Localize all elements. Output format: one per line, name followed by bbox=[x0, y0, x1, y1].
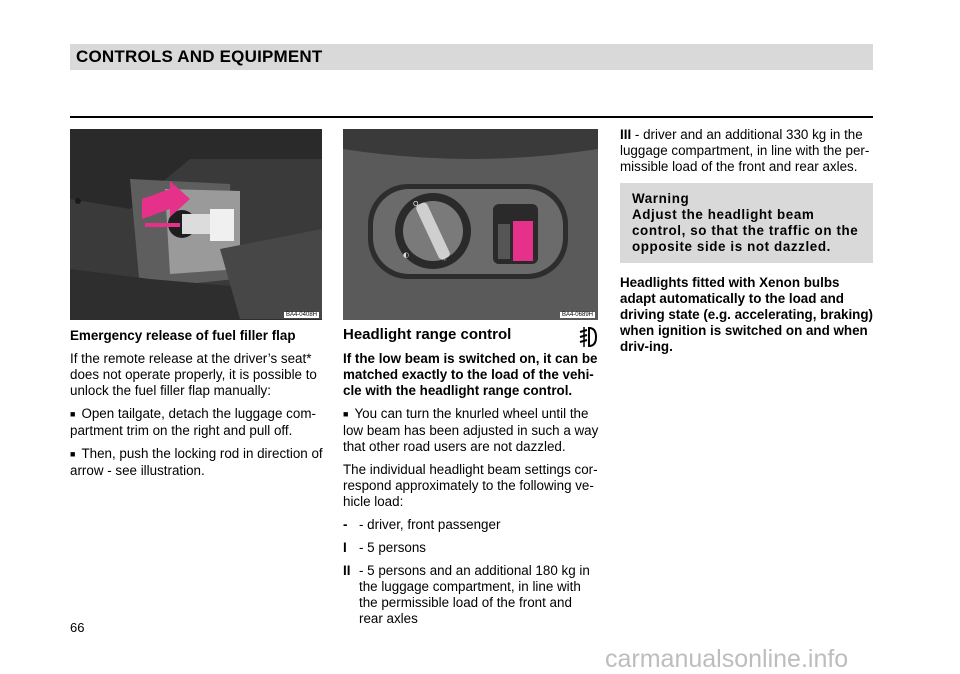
bullet-text: Then, push the locking rod in direction of arrow - see illustration. bbox=[70, 446, 323, 478]
light-switch-drawing bbox=[343, 129, 598, 320]
page-number: 66 bbox=[70, 620, 85, 635]
watermark: carmanualsonline.info bbox=[605, 645, 849, 673]
bullet-item bbox=[70, 446, 323, 479]
header-rule bbox=[70, 116, 873, 118]
warning-box bbox=[620, 183, 873, 263]
svg-text:☼: ☼ bbox=[441, 255, 448, 263]
headlight-range-icon bbox=[579, 325, 597, 349]
column-3 bbox=[620, 127, 873, 362]
paragraph-bold: If the low beam is switched on, it can be matched exactly to the load of the vehi-cle with the headlight range control. bbox=[343, 351, 598, 398]
level-text: - driver and an additional 330 kg in the luggage compartment, in line with the per-missible load of the front and rear axles. bbox=[620, 127, 870, 174]
fuel-flap-illustration bbox=[70, 129, 322, 320]
figure-code: BA4-0408H bbox=[285, 312, 317, 318]
level-key: III bbox=[620, 127, 632, 142]
level-item bbox=[620, 127, 873, 175]
svg-text:◐: ◐ bbox=[403, 251, 410, 259]
paragraph: The individual headlight beam settings cor-respond approximately to the following ve-hicle load: bbox=[343, 462, 598, 509]
bullet-item bbox=[343, 406, 599, 455]
level-key: - bbox=[343, 517, 348, 532]
warning-text: Adjust the headlight beam control, so that the traffic on the opposite side is not dazzled. bbox=[632, 207, 859, 254]
section-header-bar bbox=[70, 44, 873, 70]
bullet-item bbox=[70, 406, 323, 439]
subheading-fuel-flap: Emergency release of fuel filler flap bbox=[70, 328, 296, 343]
level-item bbox=[343, 517, 599, 533]
level-item bbox=[343, 563, 599, 627]
svg-text:O: O bbox=[413, 200, 419, 208]
section-title: CONTROLS AND EQUIPMENT bbox=[76, 47, 323, 66]
level-key: I bbox=[343, 540, 347, 555]
level-key: II bbox=[343, 563, 351, 578]
column-1 bbox=[70, 328, 323, 486]
level-item bbox=[343, 540, 599, 556]
level-text: - 5 persons and an additional 180 kg in the luggage compartment, in line with the permissible load of the front and rear axles bbox=[359, 563, 590, 626]
figure-code: BA4-0689H bbox=[561, 312, 593, 318]
paragraph-xenon: Headlights fitted with Xenon bulbs adapt automatically to the load and driving state (e.g. accelerating, braking) when ignition is switched on and when driv-ing. bbox=[620, 275, 874, 354]
bullet-text: You can turn the knurled wheel until the low beam has been adjusted in such a way that other road users are not dazzled. bbox=[343, 406, 599, 454]
bullet-text: Open tailgate, detach the luggage com-partment trim on the right and pull off. bbox=[70, 406, 316, 438]
heading-row bbox=[343, 327, 599, 343]
heading-headlight-range: Headlight range control bbox=[343, 326, 512, 343]
paragraph: If the remote release at the driver’s seat* does not operate properly, it is possible to unlock the fuel filler flap manually: bbox=[70, 351, 317, 398]
level-text: - driver, front passenger bbox=[359, 517, 501, 532]
level-text: - 5 persons bbox=[359, 540, 426, 555]
light-switch-illustration bbox=[343, 129, 598, 320]
warning-title: Warning bbox=[632, 191, 690, 206]
column-2 bbox=[343, 327, 599, 634]
fuel-flap-drawing bbox=[70, 129, 322, 320]
